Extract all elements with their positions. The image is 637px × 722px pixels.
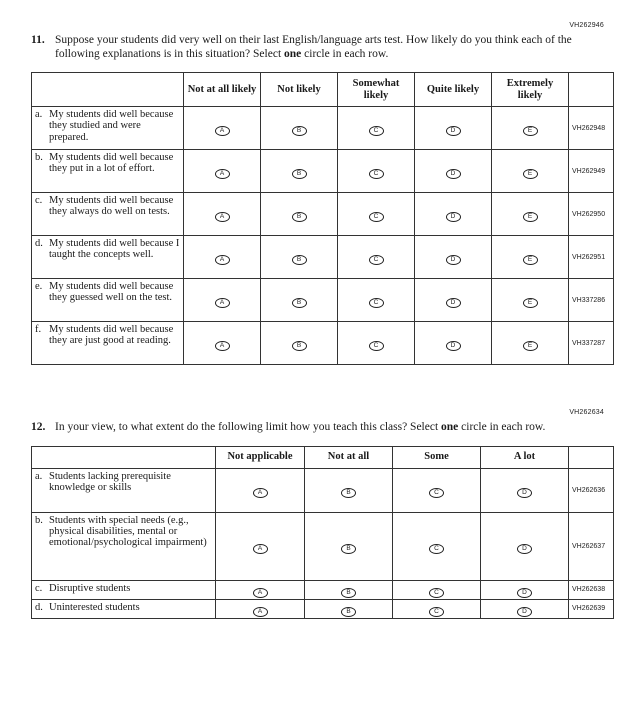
column-header: Not likely — [261, 73, 338, 107]
question-11-code: VH262946 — [569, 22, 604, 29]
response-circle[interactable]: B — [341, 588, 356, 598]
response-cell[interactable] — [338, 236, 415, 279]
column-header: Not at all — [305, 446, 393, 468]
table-header-row — [32, 73, 614, 107]
question-12-code: VH262634 — [569, 409, 604, 416]
row-label-text: My students did well because they guessed well on the test. — [49, 281, 174, 304]
response-circle[interactable]: D — [446, 341, 461, 351]
question-12-text-bold: one — [441, 421, 459, 433]
response-cell[interactable] — [393, 468, 481, 512]
question-11-table — [31, 72, 614, 365]
response-circle[interactable]: A — [215, 169, 230, 179]
response-circle[interactable]: D — [517, 488, 532, 498]
row-code: VH262950 — [569, 193, 614, 236]
question-11-prompt — [31, 34, 610, 61]
response-circle[interactable]: C — [369, 212, 384, 222]
response-circle[interactable]: A — [215, 341, 230, 351]
response-cell[interactable] — [415, 107, 492, 150]
response-cell[interactable] — [338, 322, 415, 365]
response-cell[interactable] — [184, 236, 261, 279]
response-cell[interactable] — [261, 279, 338, 322]
table-row — [32, 512, 614, 580]
table-row — [32, 193, 614, 236]
row-code: VH337286 — [569, 279, 614, 322]
row-label-text: My students did well because they always do well on tests. — [49, 195, 174, 218]
row-letter: b. — [35, 152, 43, 163]
response-cell[interactable] — [305, 599, 393, 618]
row-label — [32, 599, 216, 618]
column-header: Not at all likely — [184, 73, 261, 107]
response-cell[interactable] — [184, 193, 261, 236]
response-cell[interactable] — [492, 193, 569, 236]
table-row — [32, 468, 614, 512]
response-circle[interactable]: A — [215, 212, 230, 222]
code-header-cell — [569, 446, 614, 468]
row-label — [32, 322, 184, 365]
response-circle[interactable]: A — [215, 126, 230, 136]
response-cell[interactable] — [492, 236, 569, 279]
response-circle[interactable]: B — [292, 126, 307, 136]
response-circle[interactable]: D — [446, 298, 461, 308]
response-circle[interactable]: D — [517, 544, 532, 554]
question-12-table — [31, 446, 614, 619]
response-circle[interactable]: C — [429, 607, 444, 617]
response-circle[interactable]: A — [215, 298, 230, 308]
row-code: VH262638 — [569, 580, 614, 599]
row-label-text: My students did well because I taught the concepts well. — [49, 238, 180, 261]
response-cell[interactable] — [338, 279, 415, 322]
row-label — [32, 279, 184, 322]
response-cell[interactable] — [216, 599, 305, 618]
response-circle[interactable]: C — [369, 298, 384, 308]
response-cell[interactable] — [481, 468, 569, 512]
response-cell[interactable] — [338, 107, 415, 150]
response-cell[interactable] — [415, 150, 492, 193]
response-circle[interactable]: B — [292, 255, 307, 265]
response-circle[interactable]: D — [446, 169, 461, 179]
row-label-text: My students did well because they studied and were prepared. — [49, 109, 174, 143]
row-letter: a. — [35, 470, 43, 482]
response-circle[interactable]: C — [369, 126, 384, 136]
response-cell[interactable] — [261, 150, 338, 193]
corner-cell — [32, 73, 184, 107]
question-12-prompt — [31, 421, 610, 435]
row-letter: e. — [35, 281, 43, 292]
response-circle[interactable]: E — [523, 126, 538, 136]
response-cell[interactable] — [492, 279, 569, 322]
response-cell[interactable] — [338, 150, 415, 193]
row-letter: a. — [35, 109, 43, 120]
response-cell[interactable] — [305, 512, 393, 580]
question-11-text — [55, 34, 595, 61]
response-circle[interactable]: A — [253, 588, 268, 598]
response-cell[interactable] — [338, 193, 415, 236]
row-label-text: My students did well because they are just good at reading. — [49, 324, 174, 347]
response-cell[interactable] — [184, 150, 261, 193]
row-label-text: My students did well because they put in a lot of effort. — [49, 152, 174, 175]
response-circle[interactable]: C — [429, 488, 444, 498]
response-cell[interactable] — [492, 150, 569, 193]
response-cell[interactable] — [261, 322, 338, 365]
response-circle[interactable]: E — [523, 169, 538, 179]
row-code: VH262948 — [569, 107, 614, 150]
response-cell[interactable] — [393, 580, 481, 599]
row-label — [32, 107, 184, 150]
row-code: VH262949 — [569, 150, 614, 193]
code-header-cell — [569, 73, 614, 107]
table-row — [32, 236, 614, 279]
row-label-text: Students with special needs (e.g., physical disabilities, mental or emotional/psychological impairment) — [49, 514, 207, 549]
question-11-section — [31, 22, 610, 365]
row-label — [32, 236, 184, 279]
column-header: Extremely likely — [492, 73, 569, 107]
row-label-text: Students lacking prerequisite knowledge or skills — [49, 470, 171, 493]
row-label — [32, 193, 184, 236]
response-circle[interactable]: D — [446, 126, 461, 136]
column-header: Quite likely — [415, 73, 492, 107]
response-cell[interactable] — [393, 599, 481, 618]
response-cell[interactable] — [481, 580, 569, 599]
response-circle[interactable]: C — [369, 255, 384, 265]
response-circle[interactable]: A — [253, 607, 268, 617]
response-circle[interactable]: C — [429, 544, 444, 554]
row-label — [32, 580, 216, 599]
response-cell[interactable] — [415, 236, 492, 279]
response-cell[interactable] — [415, 279, 492, 322]
response-circle[interactable]: C — [429, 588, 444, 598]
response-circle[interactable]: B — [341, 607, 356, 617]
table-row — [32, 580, 614, 599]
table-row — [32, 279, 614, 322]
response-circle[interactable]: B — [292, 341, 307, 351]
response-circle[interactable]: D — [517, 588, 532, 598]
response-cell[interactable] — [393, 512, 481, 580]
response-circle[interactable]: D — [446, 212, 461, 222]
row-letter: f. — [35, 324, 42, 335]
response-circle[interactable]: B — [341, 544, 356, 554]
response-circle[interactable]: E — [523, 212, 538, 222]
response-cell[interactable] — [184, 279, 261, 322]
column-header: Somewhat likely — [338, 73, 415, 107]
column-header: Not applicable — [216, 446, 305, 468]
question-12-section — [31, 409, 610, 619]
response-cell[interactable] — [415, 322, 492, 365]
corner-cell — [32, 446, 216, 468]
response-cell[interactable] — [216, 512, 305, 580]
response-circle[interactable]: C — [369, 341, 384, 351]
response-cell[interactable] — [216, 468, 305, 512]
row-code: VH262951 — [569, 236, 614, 279]
row-label-text: Disruptive students — [49, 582, 131, 594]
question-12-number: 12. — [31, 421, 46, 433]
response-cell[interactable] — [261, 236, 338, 279]
response-circle[interactable]: A — [253, 544, 268, 554]
table-row — [32, 599, 614, 618]
question-11-text-before: Suppose your students did very well on their last English/language arts test. How likely do you think each of the following explanations is in this situation? Select — [55, 34, 572, 60]
response-circle[interactable]: B — [292, 212, 307, 222]
column-header: Some — [393, 446, 481, 468]
question-11-number: 11. — [31, 34, 45, 46]
response-circle[interactable]: B — [292, 169, 307, 179]
row-label-text: Uninterested students — [49, 601, 140, 613]
row-code: VH262639 — [569, 599, 614, 618]
response-circle[interactable]: D — [446, 255, 461, 265]
question-12-text — [55, 421, 575, 435]
question-11-text-bold: one — [284, 47, 302, 60]
response-cell[interactable] — [481, 512, 569, 580]
response-circle[interactable]: C — [369, 169, 384, 179]
row-code: VH262636 — [569, 468, 614, 512]
row-label — [32, 150, 184, 193]
response-cell[interactable] — [492, 107, 569, 150]
table-row — [32, 150, 614, 193]
response-cell[interactable] — [415, 193, 492, 236]
response-circle[interactable]: E — [523, 341, 538, 351]
response-circle[interactable]: B — [341, 488, 356, 498]
row-letter: d. — [35, 601, 43, 613]
response-circle[interactable]: A — [253, 488, 268, 498]
response-circle[interactable]: D — [517, 607, 532, 617]
response-cell[interactable] — [261, 107, 338, 150]
response-cell[interactable] — [216, 580, 305, 599]
table-header-row — [32, 446, 614, 468]
question-12-text-after: circle in each row. — [458, 421, 546, 433]
row-letter: d. — [35, 238, 43, 249]
response-cell[interactable] — [481, 599, 569, 618]
row-letter: b. — [35, 514, 43, 526]
response-circle[interactable]: E — [523, 298, 538, 308]
table-row — [32, 322, 614, 365]
row-label — [32, 468, 216, 512]
response-cell[interactable] — [305, 580, 393, 599]
row-label — [32, 512, 216, 580]
response-circle[interactable]: A — [215, 255, 230, 265]
response-cell[interactable] — [184, 322, 261, 365]
row-letter: c. — [35, 195, 43, 206]
response-cell[interactable] — [305, 468, 393, 512]
response-cell[interactable] — [261, 193, 338, 236]
column-header: A lot — [481, 446, 569, 468]
response-circle[interactable]: E — [523, 255, 538, 265]
response-cell[interactable] — [184, 107, 261, 150]
row-code: VH337287 — [569, 322, 614, 365]
question-11-text-after: circle in each row. — [301, 47, 389, 60]
response-circle[interactable]: B — [292, 298, 307, 308]
row-letter: c. — [35, 582, 43, 594]
row-code: VH262637 — [569, 512, 614, 580]
table-row — [32, 107, 614, 150]
question-12-text-before: In your view, to what extent do the following limit how you teach this class? Select — [55, 421, 442, 433]
response-cell[interactable] — [492, 322, 569, 365]
